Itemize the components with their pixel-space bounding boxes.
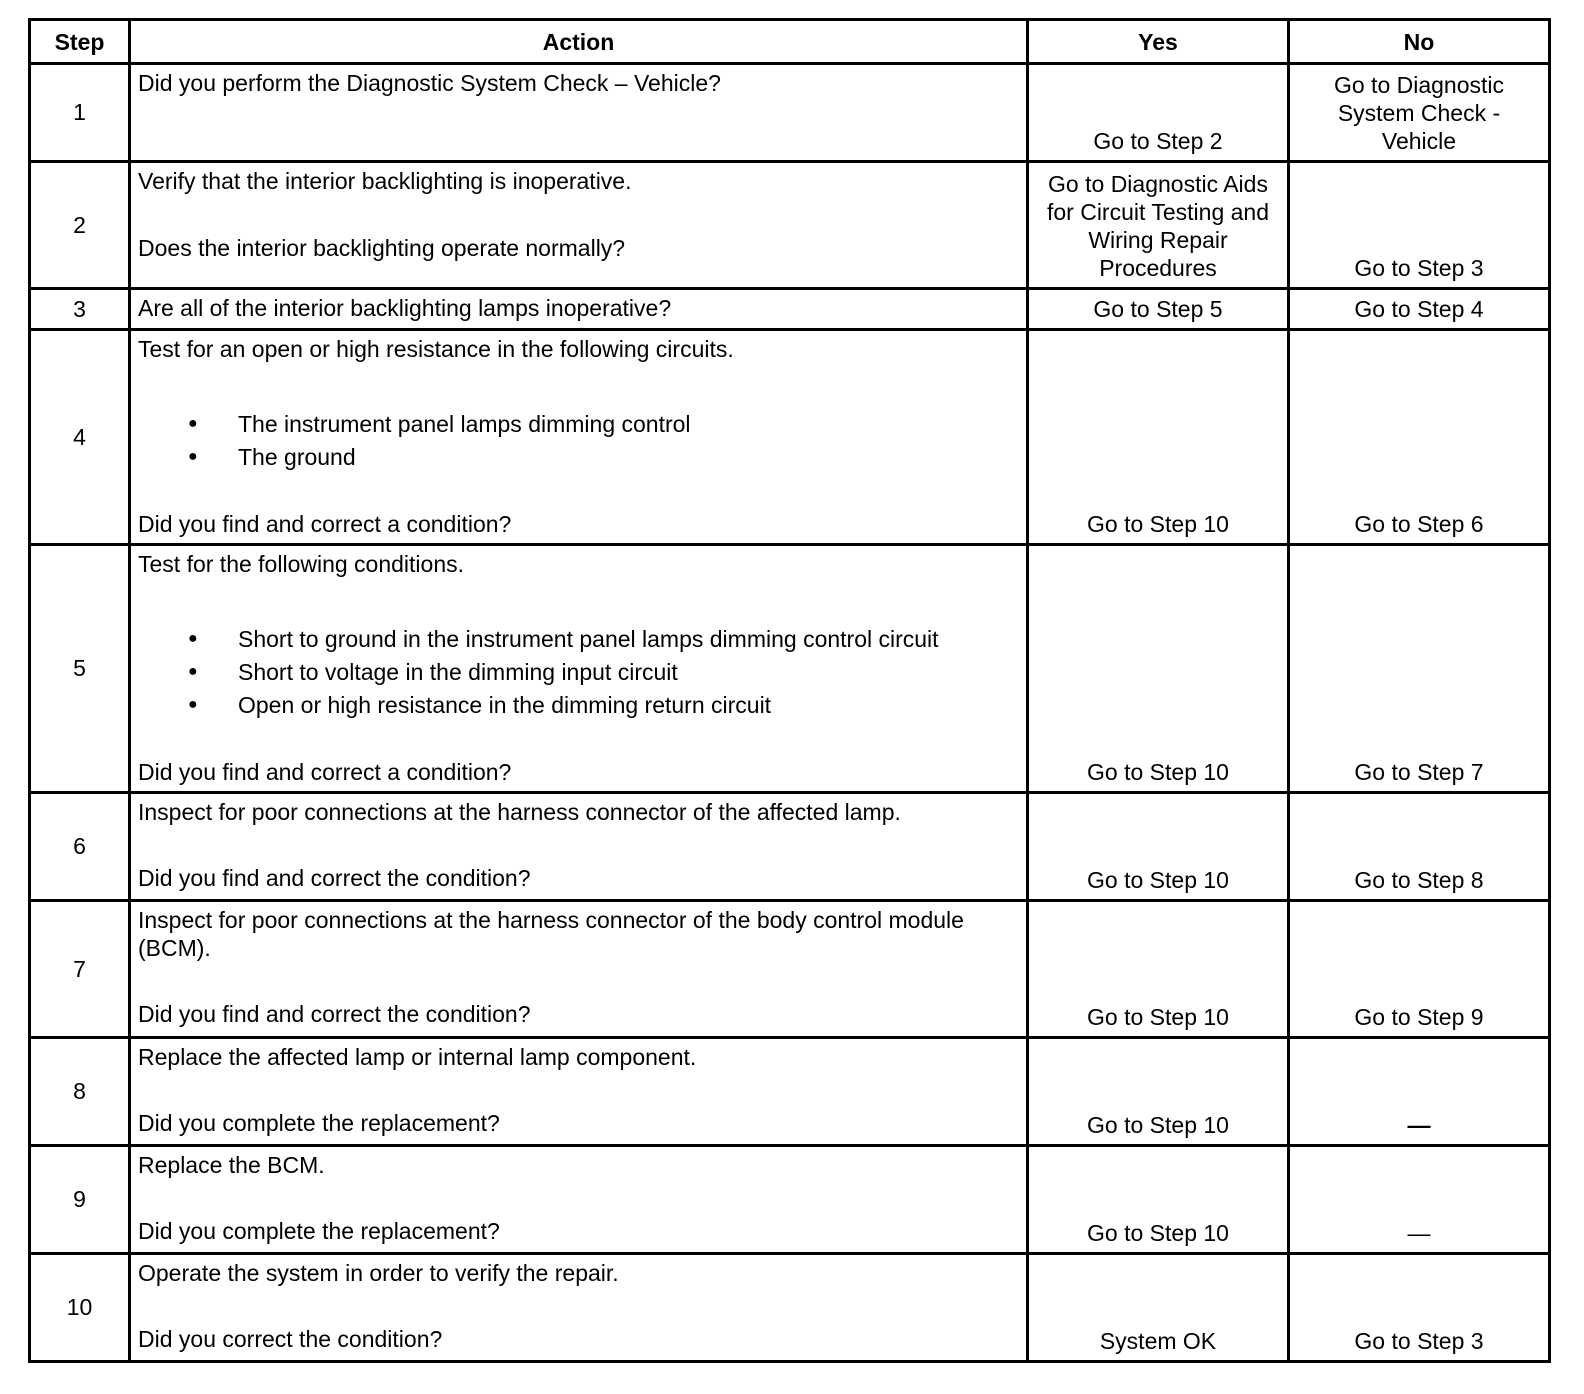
action-question: Did you find and correct a condition? (138, 759, 512, 785)
action-question: Did you correct the condition? (138, 1326, 443, 1352)
action-question: Did you find and correct the condition? (138, 865, 531, 891)
table-row (30, 162, 1550, 289)
action-cell (130, 1254, 1028, 1362)
no-cell: Go to Step 9 (1289, 901, 1550, 1038)
action-cell (130, 330, 1028, 545)
spacer (138, 1071, 1019, 1109)
spacer (138, 962, 1019, 1000)
bullet-list (138, 410, 1019, 471)
table-row (30, 289, 1550, 330)
step-number: 7 (30, 901, 130, 1038)
step-number: 10 (30, 1254, 130, 1362)
action-cell (130, 289, 1028, 330)
no-cell: Go to Step 6 (1289, 330, 1550, 545)
yes-cell: Go to Step 10 (1028, 545, 1289, 793)
header-row (30, 20, 1550, 64)
header-no: No (1289, 20, 1550, 64)
action-cell (130, 545, 1028, 793)
step-number: 8 (30, 1038, 130, 1146)
yes-cell: Go to Step 5 (1028, 289, 1289, 330)
bullet-list (138, 625, 1019, 719)
yes-cell: Go to Step 10 (1028, 330, 1289, 545)
header-yes: Yes (1028, 20, 1289, 64)
action-text: Test for the following conditions. (138, 551, 465, 577)
spacer (138, 363, 1019, 405)
no-cell: — (1289, 1146, 1550, 1254)
yes-cell: System OK (1028, 1254, 1289, 1362)
table-row (30, 330, 1550, 545)
action-text: Test for an open or high resistance in the following circuits. (138, 336, 734, 362)
table-row (30, 545, 1550, 793)
table-row (30, 1038, 1550, 1146)
no-cell: Go to Step 4 (1289, 289, 1550, 330)
action-cell (130, 901, 1028, 1038)
action-question: Did you complete the replacement? (138, 1218, 500, 1244)
table-row (30, 1254, 1550, 1362)
spacer (138, 1287, 1019, 1325)
step-number: 4 (30, 330, 130, 545)
no-cell: Go to Step 8 (1289, 793, 1550, 901)
no-cell: Go to Step 3 (1289, 162, 1550, 289)
yes-cell: Go to Step 2 (1028, 64, 1289, 162)
spacer (138, 195, 1019, 234)
list-item: ● Short to voltage in the dimming input circuit (238, 658, 1019, 686)
yes-cell: Go to Step 10 (1028, 793, 1289, 901)
step-number: 1 (30, 64, 130, 162)
action-cell (130, 793, 1028, 901)
action-question: Did you find and correct the condition? (138, 1001, 531, 1027)
list-item: ● Open or high resistance in the dimming return circuit (238, 691, 1019, 719)
action-text: Operate the system in order to verify the repair. (138, 1260, 619, 1286)
action-text: Replace the BCM. (138, 1152, 325, 1178)
action-text: Inspect for poor connections at the harness connector of the body control module (BCM). (138, 907, 964, 961)
diagnostic-table (28, 18, 1551, 1363)
header-step: Step (30, 20, 130, 64)
table-row (30, 64, 1550, 162)
action-text: Did you perform the Diagnostic System Check – Vehicle? (138, 70, 721, 96)
header-action: Action (130, 20, 1028, 64)
step-number: 3 (30, 289, 130, 330)
list-item: ● Short to ground in the instrument panel lamps dimming control circuit (238, 625, 1019, 653)
action-cell (130, 162, 1028, 289)
step-number: 6 (30, 793, 130, 901)
action-text: Inspect for poor connections at the harness connector of the affected lamp. (138, 799, 901, 825)
table-row (30, 1146, 1550, 1254)
action-text: Verify that the interior backlighting is inoperative. (138, 168, 632, 194)
spacer (138, 1179, 1019, 1217)
no-cell: Go to Step 3 (1289, 1254, 1550, 1362)
spacer (138, 724, 1019, 758)
list-item: ● The instrument panel lamps dimming control (238, 410, 1019, 438)
action-question: Did you find and correct a condition? (138, 511, 512, 537)
action-text: Replace the affected lamp or internal lamp component. (138, 1044, 697, 1070)
no-cell: — (1289, 1038, 1550, 1146)
step-number: 9 (30, 1146, 130, 1254)
step-number: 5 (30, 545, 130, 793)
yes-cell: Go to Step 10 (1028, 1146, 1289, 1254)
table-row (30, 793, 1550, 901)
table-row (30, 901, 1550, 1038)
spacer (138, 578, 1019, 620)
step-number: 2 (30, 162, 130, 289)
action-text: Are all of the interior backlighting lamps inoperative? (138, 295, 672, 321)
action-question: Did you complete the replacement? (138, 1110, 500, 1136)
spacer (138, 826, 1019, 864)
yes-cell: Go to Step 10 (1028, 901, 1289, 1038)
action-cell (130, 1038, 1028, 1146)
no-cell: Go to Step 7 (1289, 545, 1550, 793)
yes-cell: Go to Step 10 (1028, 1038, 1289, 1146)
action-cell (130, 1146, 1028, 1254)
action-cell (130, 64, 1028, 162)
no-cell: Go to Diagnostic System Check - Vehicle (1289, 64, 1550, 162)
yes-cell: Go to Diagnostic Aids for Circuit Testing and Wiring Repair Procedures (1028, 162, 1289, 289)
action-question: Does the interior backlighting operate normally? (138, 235, 626, 261)
list-item: ● The ground (238, 443, 1019, 471)
spacer (138, 476, 1019, 510)
